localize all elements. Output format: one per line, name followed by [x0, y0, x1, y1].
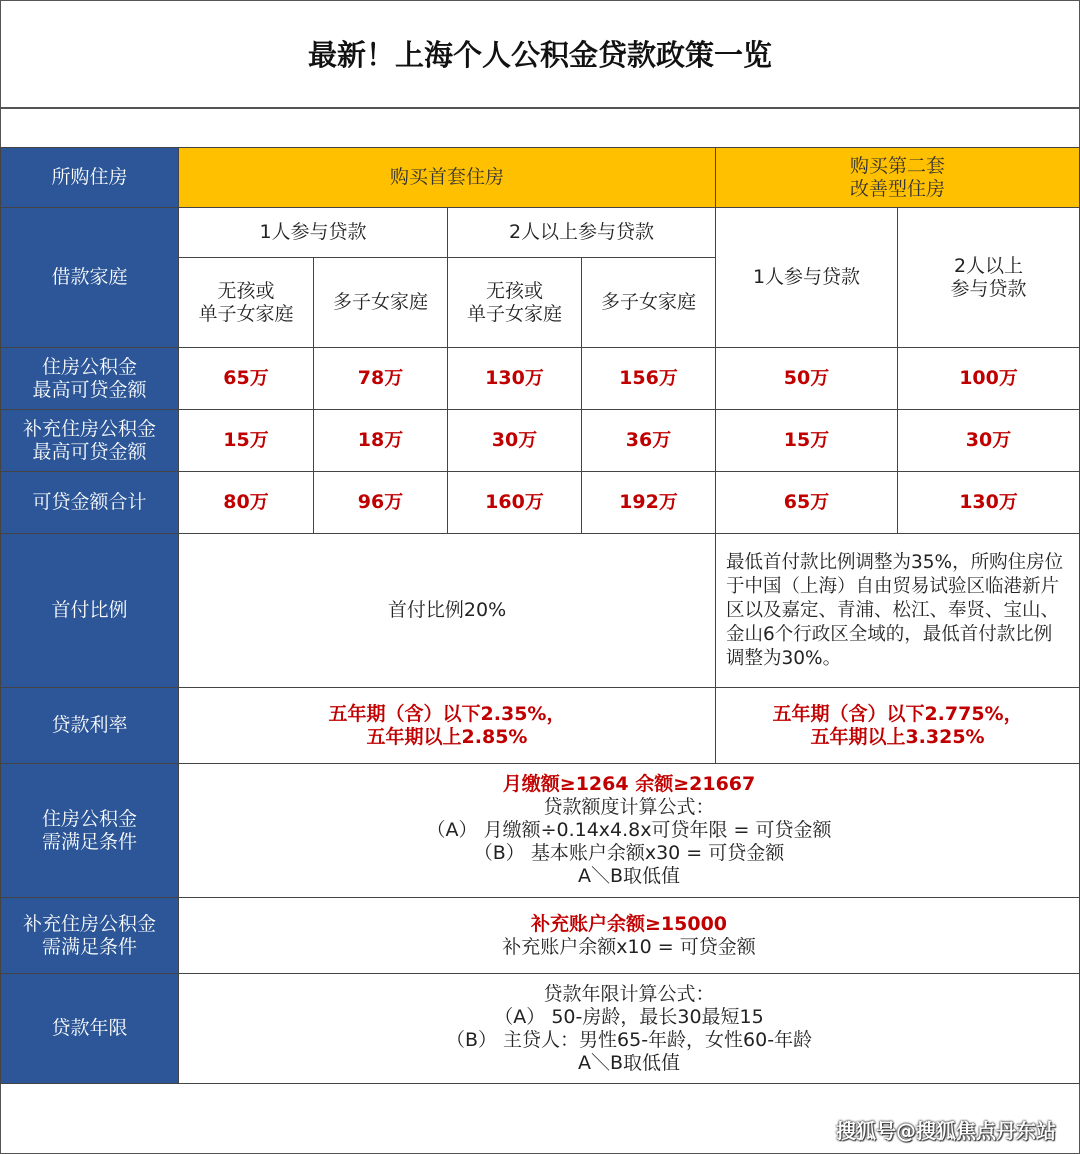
value-cell: 30万	[898, 410, 1080, 472]
watermark: 搜狐号@搜狐焦点丹东站	[836, 1119, 1056, 1143]
table-row	[1, 148, 1080, 208]
rate-second: 五年期（含）以下2.775%， 五年期以上3.325%	[716, 688, 1080, 764]
value-cell: 192万	[582, 472, 716, 534]
rate-first: 五年期（含）以下2.35%， 五年期以上2.85%	[179, 688, 716, 764]
row-label: 首付比例	[1, 534, 179, 688]
value-cell: 80万	[179, 472, 314, 534]
col-header: 1人参与贷款	[716, 208, 898, 348]
fund-conditions: 月缴额≥1264 余额≥21667 贷款额度计算公式： （A） 月缴额÷0.14x4.8x可贷年限 = 可贷金额 （B） 基本账户余额x30 = 可贷金额 A＼B取低值	[179, 764, 1080, 898]
value-cell: 18万	[314, 410, 448, 472]
col-header: 2人以上参与贷款	[448, 208, 716, 258]
row-label: 住房公积金 需满足条件	[1, 764, 179, 898]
col-header: 无孩或 单子女家庭	[448, 258, 582, 348]
col-header: 1人参与贷款	[179, 208, 448, 258]
supp-conditions: 补充账户余额≥15000 补充账户余额x10 = 可贷金额	[179, 898, 1080, 974]
row-label: 可贷金额合计	[1, 472, 179, 534]
row-label: 所购住房	[1, 148, 179, 208]
row-label: 贷款利率	[1, 688, 179, 764]
policy-table	[0, 147, 1080, 1084]
col-header: 多子女家庭	[582, 258, 716, 348]
value-cell: 15万	[716, 410, 898, 472]
table-row	[1, 764, 1080, 898]
value-cell: 130万	[898, 472, 1080, 534]
down-payment-second: 最低首付款比例调整为35%，所购住房位于中国（上海）自由贸易试验区临港新片区以及嘉定、青浦、松江、奉贤、宝山、金山6个行政区全域的，最低首付款比例调整为30%。	[716, 534, 1080, 688]
value-cell: 100万	[898, 348, 1080, 410]
col-header: 无孩或 单子女家庭	[179, 258, 314, 348]
value-cell: 65万	[179, 348, 314, 410]
value-cell: 130万	[448, 348, 582, 410]
table-row	[1, 974, 1080, 1084]
col-header: 2人以上 参与贷款	[898, 208, 1080, 348]
table-row	[1, 534, 1080, 688]
value-cell: 78万	[314, 348, 448, 410]
row-label: 补充住房公积金 最高可贷金额	[1, 410, 179, 472]
down-payment-first: 首付比例20%	[179, 534, 716, 688]
row-label: 补充住房公积金 需满足条件	[1, 898, 179, 974]
row-label: 贷款年限	[1, 974, 179, 1084]
table-row	[1, 208, 1080, 258]
first-home-header: 购买首套住房	[179, 148, 716, 208]
table-row	[1, 898, 1080, 974]
table-row	[1, 410, 1080, 472]
col-header: 多子女家庭	[314, 258, 448, 348]
table-row	[1, 688, 1080, 764]
loan-term: 贷款年限计算公式： （A） 50-房龄，最长30最短15 （B） 主贷人：男性65-年龄，女性60-年龄 A＼B取低值	[179, 974, 1080, 1084]
row-label: 借款家庭	[1, 208, 179, 348]
table-row	[1, 348, 1080, 410]
value-cell: 156万	[582, 348, 716, 410]
row-label: 住房公积金 最高可贷金额	[1, 348, 179, 410]
second-home-header: 购买第二套 改善型住房	[716, 148, 1080, 208]
value-cell: 160万	[448, 472, 582, 534]
value-cell: 96万	[314, 472, 448, 534]
value-cell: 50万	[716, 348, 898, 410]
page-title: 最新！上海个人公积金贷款政策一览	[0, 0, 1080, 109]
value-cell: 65万	[716, 472, 898, 534]
table-row	[1, 472, 1080, 534]
value-cell: 15万	[179, 410, 314, 472]
value-cell: 36万	[582, 410, 716, 472]
value-cell: 30万	[448, 410, 582, 472]
